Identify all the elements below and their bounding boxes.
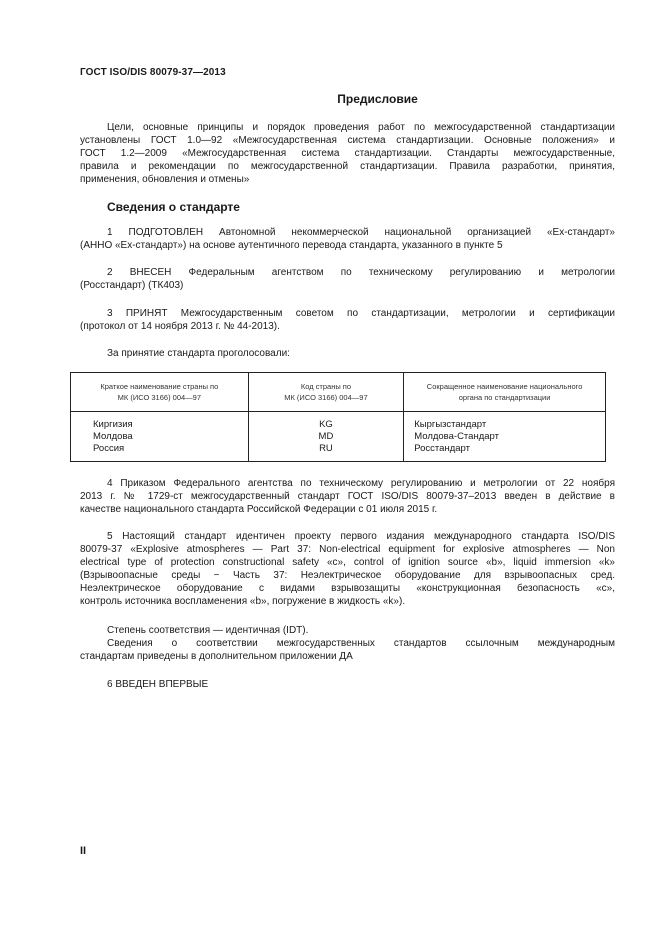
- country-name: Молдова: [93, 431, 133, 442]
- refs-line: стандартам приведены в дополнительном приложении ДА: [80, 651, 353, 662]
- org-cell: [404, 412, 606, 462]
- item2-line: (Росстандарт) (ТК403): [80, 280, 184, 291]
- country-code: RU: [319, 443, 333, 454]
- header-text: МК (ИСО 3166) 004—97: [284, 393, 368, 402]
- foreword-line: применения, обновления и отмены»: [80, 174, 250, 185]
- item5-line: контроль источника воспламенения «b», погружение в жидкость «k»).: [80, 596, 406, 607]
- item6: 6 ВВЕДЕН ВПЕРВЫЕ: [107, 679, 209, 690]
- item5-line: 5 Настоящий стандарт идентичен проекту первого издания международного стандарта ISO/DIS: [107, 531, 615, 542]
- foreword-line: установлены ГОСТ 1.0—92 «Межгосударственная система стандартизации. Основные положения» и: [80, 135, 615, 146]
- header-text: МК (ИСО 3166) 004—97: [117, 393, 202, 402]
- document-id: ГОСТ ISO/DIS 80079-37—2013: [80, 67, 226, 78]
- item4-line: 4 Приказом Федерального агентства по техническому регулированию и метрологии от 22 ноября: [107, 478, 615, 489]
- item4-line: 2013 г. № 1729-ст межгосударственный стандарт ГОСТ ISO/DIS 80079-37–2013 введен в действие в: [80, 491, 615, 502]
- header-org: [404, 373, 606, 412]
- item5-line: Неэлектрическое оборудование с видами взрывозащиты «конструкционная безопасность «c»,: [80, 583, 615, 594]
- voting-table: [70, 372, 606, 462]
- table-header-row: [71, 373, 606, 412]
- foreword-title: Предисловие: [337, 92, 418, 106]
- country-name: Россия: [93, 443, 125, 454]
- item4-line: качестве национального стандарта Российской Федерации с 01 июля 2015 г.: [80, 504, 438, 515]
- header-text: Краткое наименование страны по: [100, 382, 219, 391]
- header-text: Сокращенное наименование национального: [426, 382, 583, 391]
- conformity-degree: Степень соответствия — идентичная (IDT).: [107, 625, 309, 636]
- info-title: Сведения о стандарте: [107, 200, 240, 214]
- item1-line: 1 ПОДГОТОВЛЕН Автономной некоммерческой национальной организацией «Ех-стандарт»: [107, 227, 615, 238]
- country-cell: [71, 412, 249, 462]
- item5-line: 80079-37 «Explosive atmospheres — Part 37: Non-electrical equipment for explosive atmospheres — Non: [80, 544, 615, 555]
- refs-line: Сведения о соответствии межгосударственных стандартов ссылочным международным: [107, 638, 615, 649]
- foreword-line: ГОСТ 1.2—2009 «Межгосударственная система стандартизации. Стандарты межгосударственные,: [80, 148, 615, 159]
- country-code: MD: [318, 431, 334, 442]
- item2-line: 2 ВНЕСЕН Федеральным агентством по техническому регулированию и метрологии: [107, 267, 615, 278]
- item3-line: 3 ПРИНЯТ Межгосударственным советом по стандартизации, метрологии и сертификации: [107, 308, 615, 319]
- table-row: [71, 412, 606, 462]
- header-text: Код страны по: [300, 382, 352, 391]
- item5-line: electrical type of protection constructional safety «c», control of ignition source «b», liquid immersion «k»: [80, 557, 615, 568]
- item1-line: (АННО «Ех-стандарт») на основе аутентичного перевода стандарта, указанного в пункте 5: [80, 240, 503, 251]
- vote-intro: За принятие стандарта проголосовали:: [107, 348, 290, 359]
- org-name: Кыргызстандарт: [414, 419, 487, 430]
- org-name: Росстандарт: [414, 443, 470, 454]
- foreword-line: правила и рекомендации по межгосударственной стандартизации. Правила разработки, принятия,: [80, 161, 615, 172]
- page-number: II: [80, 845, 87, 857]
- foreword-line: Цели, основные принципы и порядок проведения работ по межгосударственной стандартизации: [107, 122, 615, 133]
- header-text: органа по стандартизации: [458, 393, 551, 402]
- header-country: [71, 373, 249, 412]
- item5-line: (Взрывоопасные среды − Часть 37: Неэлектрическое оборудование для взрывоопасных сред.: [80, 570, 615, 581]
- item3-line: (протокол от 14 ноября 2013 г. № 44-2013).: [80, 321, 280, 332]
- org-name: Молдова-Стандарт: [414, 431, 499, 442]
- header-code: [248, 373, 404, 412]
- code-cell: [248, 412, 404, 462]
- country-name: Киргизия: [93, 419, 133, 430]
- country-code: KG: [319, 419, 333, 430]
